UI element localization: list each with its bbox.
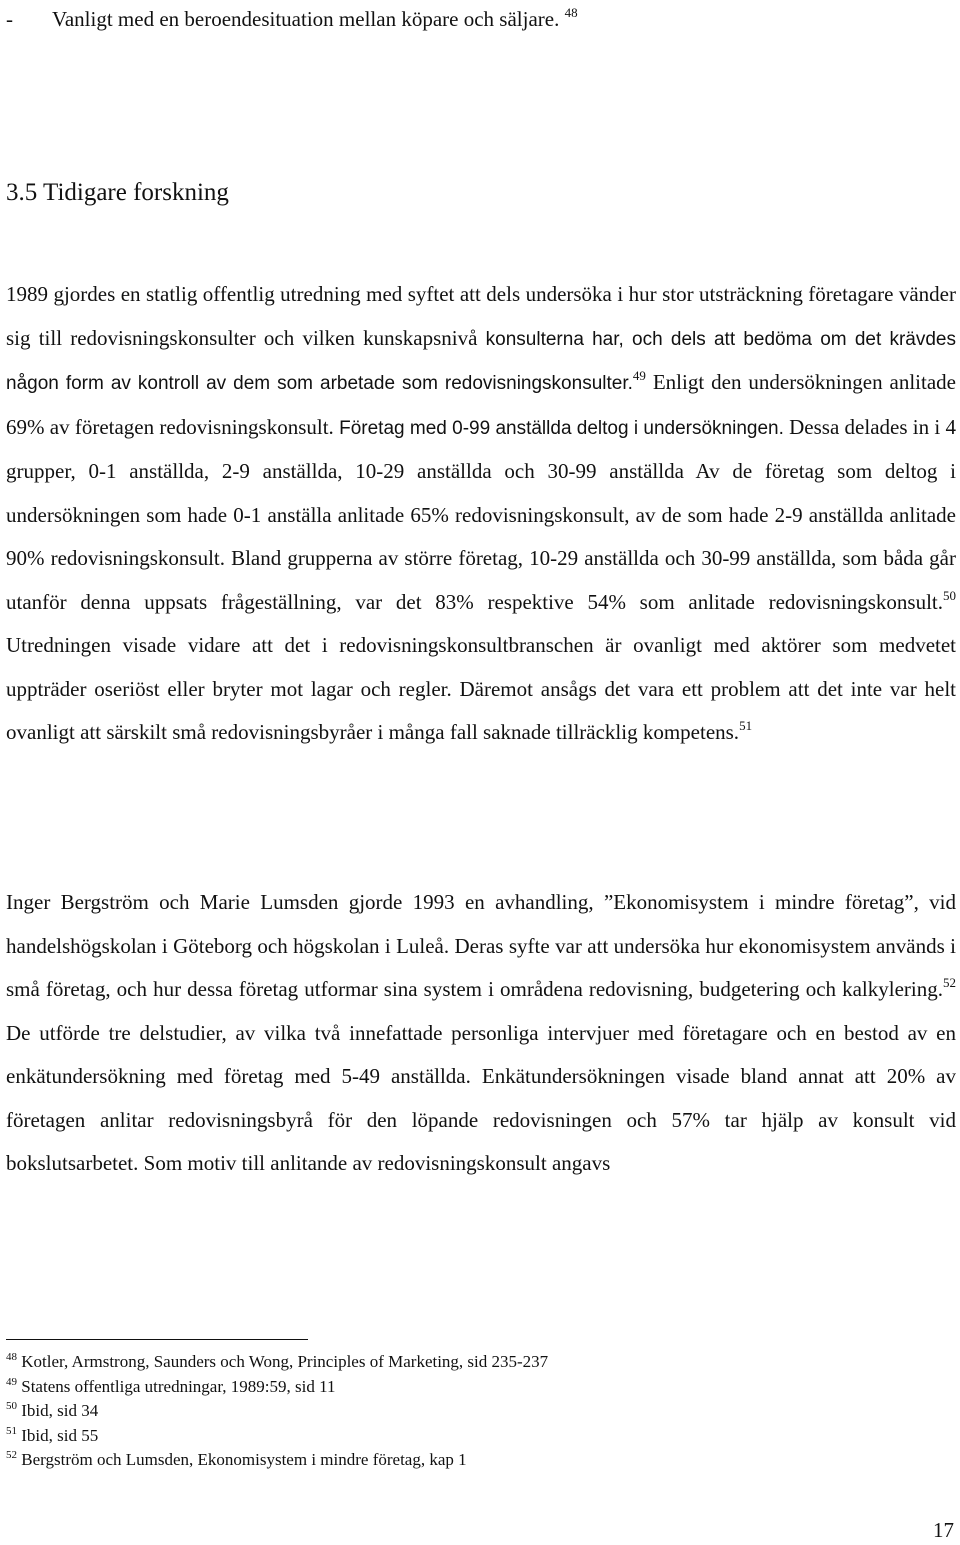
paragraph-text: Dessa delades in i 4 grupper, 0-1 anställda, 2-9 anställda, 10-29 anställda och 30-99 anställda Av de företag som deltog i undersökningen som hade 0-1 anställa anlitade 65% redovisningskonsult, av de som hade 2-9 anställda anlitade 90% redovisningskonsult. Bland grupperna av större företag, 10-29 anställda och 30-99 anställda, som båda går utanför denna uppsats frågeställning, var det 83% respektive 54% som anlitade redovisningskonsult. — [6, 414, 956, 614]
footnote — [6, 1350, 956, 1375]
list-item — [6, 4, 578, 34]
body-paragraph — [6, 273, 956, 755]
footnote-number: 51 — [6, 1424, 17, 1437]
paragraph-text: konsulterna har, och dels att bedöma om det krävdes någon form av kontroll av dem som arbetade som redovisningskonsulter. — [6, 328, 956, 394]
footnote-reference: 51 — [739, 718, 753, 733]
footnotes — [6, 1350, 956, 1473]
page-number: 17 — [933, 1518, 954, 1542]
section-heading: 3.5 Tidigare forskning — [6, 179, 229, 206]
footnote-number: 49 — [6, 1375, 17, 1388]
paragraph-text: Utredningen visade vidare att det i redovisningskonsultbranschen är ovanligt med aktörer som medvetet uppträder oseriöst eller bryter mot lagar och regler. Däremot ansågs det vara ett problem att det inte var helt ovanligt att särskilt små redovisningsbyråer i många fall saknade tillräcklig kompetens. — [6, 633, 956, 744]
paragraph-text: Företag med 0-99 anställda deltog i undersökningen. — [333, 417, 784, 439]
footnote-reference: 48 — [564, 5, 578, 20]
footnote-reference: 50 — [943, 587, 956, 603]
paragraph-text: Enligt den undersökningen anlitade 69% av företagen redovisningskonsult. — [6, 370, 956, 439]
footnote — [6, 1448, 956, 1473]
paragraph-text: Inger Bergström och Marie Lumsden gjorde 1993 en avhandling, ”Ekonomisystem i mindre företag”, vid handelshögskolan i Göteborg och högskolan i Luleå. Deras syfte var att undersöka hur ekonomisystem används i små företag, och hur dessa företag utformar sina system i områdena redovisning, budgetering och kalkylering. — [6, 890, 956, 1001]
footnote-text: Bergström och Lumsden, Ekonomisystem i mindre företag, kap 1 — [21, 1450, 467, 1469]
footnote-number: 52 — [6, 1449, 17, 1461]
list-item-text: Vanligt med en beroendesituation mellan köpare och säljare. — [52, 7, 560, 31]
body-paragraph — [6, 881, 956, 1186]
footnote-reference: 52 — [943, 975, 956, 990]
footnote-text: Ibid, sid 34 — [21, 1401, 99, 1420]
footnote — [6, 1399, 956, 1424]
footnote-separator — [6, 1339, 308, 1340]
footnote-text: Ibid, sid 55 — [21, 1425, 99, 1445]
footnote-number: 48 — [6, 1351, 17, 1363]
footnote — [6, 1375, 956, 1400]
footnote-text: Statens offentliga utredningar, 1989:59, sid 11 — [21, 1376, 336, 1396]
paragraph-text: 1989 gjordes en statlig offentlig utredning med syftet att dels undersöka i hur stor utsträckning företagare vänder sig till redovisningskonsulter och vilken kunskapsnivå — [6, 282, 956, 350]
footnote-number: 50 — [6, 1400, 17, 1412]
footnote-reference: 49 — [632, 368, 646, 383]
footnote-text: Kotler, Armstrong, Saunders och Wong, Principles of Marketing, sid 235-237 — [21, 1352, 549, 1371]
list-dash: - — [6, 7, 13, 31]
footnote — [6, 1424, 956, 1449]
paragraph-text: De utförde tre delstudier, av vilka två innefattade personliga intervjuer med företagare och en bestod av en enkätundersökning med företag med 5-49 anställda. Enkätundersökningen visade bland annat att 20% av företagen anlitar redovisningsbyrå för den löpande redovisningen och 57% tar hjälp av konsult vid bokslutsarbetet. Som motiv till anlitande av redovisningskonsult angavs — [6, 1020, 956, 1175]
